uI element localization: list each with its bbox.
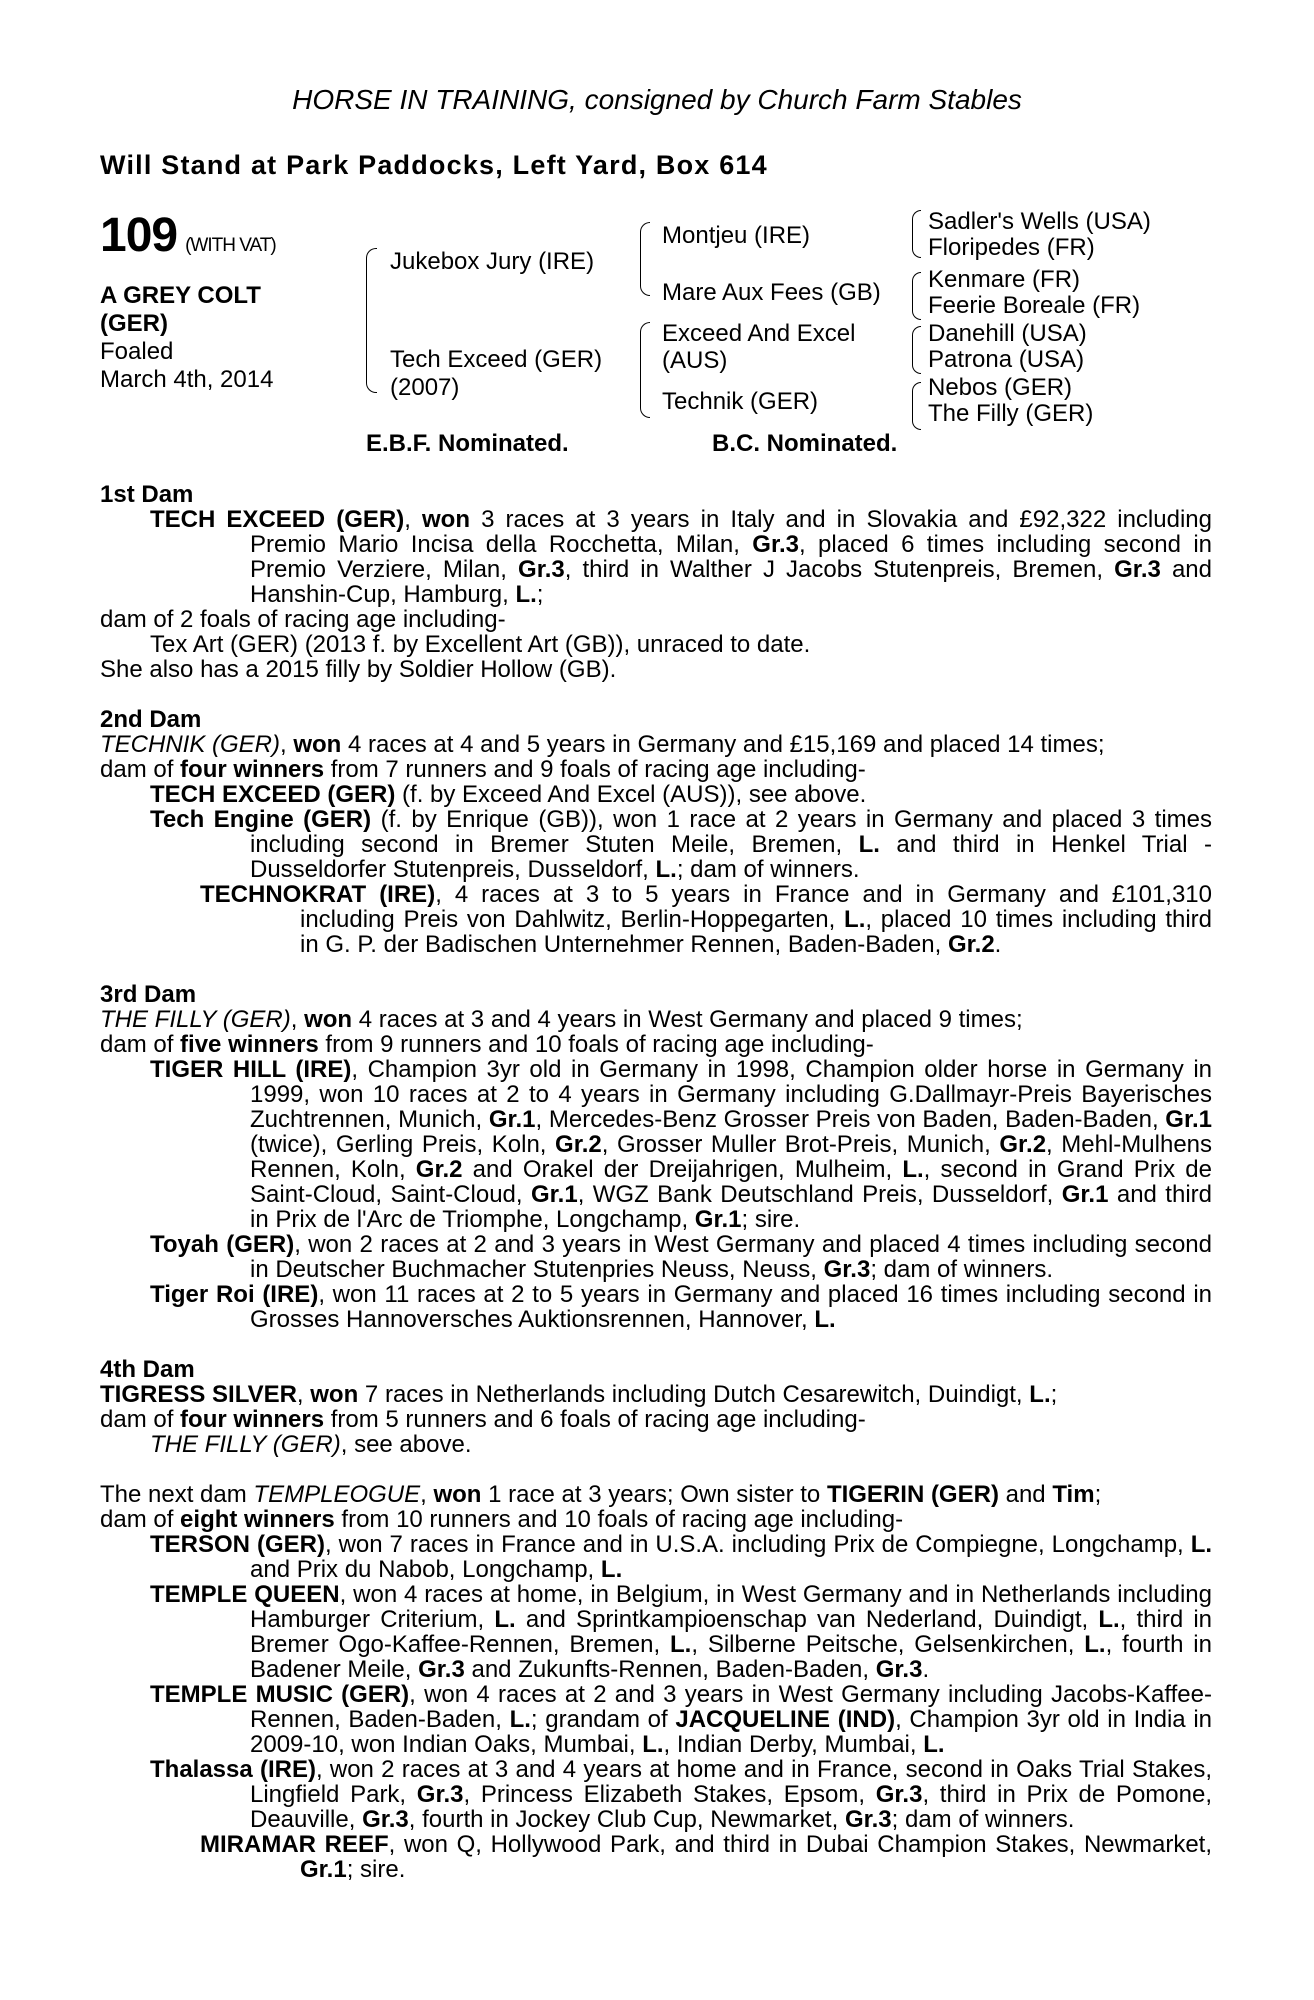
pedigree-dss: Danehill (USA)	[928, 320, 1087, 347]
g3-brace-2	[912, 272, 921, 320]
dam-record: TECHNIK (GER), won 4 races at 4 and 5 years in Germany and £15,169 and placed 14 times;	[100, 731, 1105, 758]
pedigree-sds: Kenmare (FR)	[928, 266, 1081, 293]
pedigree-sss: Sadler's Wells (USA)	[928, 208, 1151, 235]
sire-line-brace	[640, 222, 650, 296]
produce-entry: TEMPLE QUEEN, won 4 races at home, in Belgium, in West Germany and in Netherlands including Hamburger Criterium, L. and Sprintkampioenschap van Nederland, Duindigt, L., third in Bremer Ogo-Kaffee-Rennen, Bremen, L., Silberne Peitsche, Gelsenkirchen, L., fourth in Badener Meile, Gr.3 and Zukunfts-Rennen, Baden-Baden, Gr.3.	[150, 1581, 1213, 1683]
lot-number-line	[100, 208, 340, 274]
vat-note: (WITH VAT)	[185, 235, 276, 256]
produce-entry: Tiger Roi (IRE), won 11 races at 2 to 5 years in Germany and placed 16 times including second in Grosses Hannoversches Auktionsrennen, Hannover, L.	[150, 1281, 1213, 1333]
produce-entry: Tex Art (GER) (2013 f. by Excellent Art (GB)), unraced to date.	[150, 631, 811, 658]
sire-dam-brace	[366, 248, 377, 393]
pedigree-ssd: Floripedes (FR)	[928, 234, 1095, 261]
ebf-nominated: E.B.F. Nominated.	[366, 430, 569, 457]
produce-entry: TECH EXCEED (GER) (f. by Exceed And Excel (AUS)), see above.	[150, 781, 867, 808]
catalogue-body	[100, 482, 1212, 1882]
pedigree-sire-dam: Mare Aux Fees (GB)	[662, 279, 881, 306]
g3-brace-1	[912, 210, 921, 258]
foaled-date: March 4th, 2014	[100, 366, 274, 393]
dam-line-brace	[640, 322, 650, 418]
first-dam-section	[100, 482, 1212, 682]
dam-record: THE FILLY (GER), won 4 races at 3 and 4 years in West Germany and placed 9 times;	[100, 1006, 1023, 1033]
second-dam-section	[100, 707, 1212, 957]
pedigree-sire-sire: Montjeu (IRE)	[662, 222, 811, 249]
pedigree-dsd: Patrona (USA)	[928, 346, 1085, 373]
produce-entry: TECHNOKRAT (IRE), 4 races at 3 to 5 years in France and in Germany and £101,310 including Preis von Dahlwitz, Berlin-Hoppegarten, L., placed 10 times including third in G. P. der Badischen Unternehmer Rennen, Baden-Baden, Gr.2.	[200, 881, 1213, 958]
produce-note: She also has a 2015 filly by Soldier Hollow (GB).	[100, 656, 617, 683]
dam-record: The next dam TEMPLEOGUE, won 1 race at 3 years; Own sister to TIGERIN (GER) and Tim;	[100, 1481, 1102, 1508]
pedigree-ddd: The Filly (GER)	[928, 400, 1094, 427]
produce-entry: MIRAMAR REEF, won Q, Hollywood Park, and third in Dubai Champion Stakes, Newmarket, Gr.1; sire.	[200, 1831, 1213, 1883]
dam-produce-intro: dam of four winners from 5 runners and 6 foals of racing age including-	[100, 1406, 866, 1433]
lot-description: A GREY COLT	[100, 282, 261, 309]
bc-nominated: B.C. Nominated.	[712, 430, 898, 457]
produce-entry: Tech Engine (GER) (f. by Enrique (GB)), won 1 race at 2 years in Germany and placed 3 times including second in Bremer Stuten Meile, Bremen, L. and third in Henkel Trial - Dusseldorfer Stutenpreis, Dusseldorf, L.; dam of winners.	[150, 806, 1212, 883]
produce-entry: TERSON (GER), won 7 races in France and in U.S.A. including Prix de Compiegne, Longchamp, L. and Prix du Nabob, Longchamp, L.	[150, 1531, 1213, 1583]
pedigree-dds: Nebos (GER)	[928, 374, 1073, 401]
pedigree-dam-year: (2007)	[390, 374, 460, 401]
pedigree-dam-sire: Exceed And Excel	[662, 320, 856, 347]
dam-produce-intro: dam of eight winners from 10 runners and 10 foals of racing age including-	[100, 1506, 904, 1533]
fourth-dam-section	[100, 1357, 1212, 1457]
foaled-label: Foaled	[100, 338, 174, 365]
dam-produce-intro: dam of 2 foals of racing age including-	[100, 606, 506, 633]
produce-entry: TIGER HILL (IRE), Champion 3yr old in Germany in 1998, Champion older horse in Germany in 1999, won 10 races at 2 to 4 years in Germany including G.Dallmayr-Preis Bayerisches Zuchtrennen, Munich, Gr.1, Mercedes-Benz Grosser Preis von Baden, Baden-Baden, Gr.1 (twice), Gerling Preis, Koln, Gr.2, Grosser Muller Brot-Preis, Munich, Gr.2, Mehl-Mulhens Rennen, Koln, Gr.2 and Orakel der Dreijahrigen, Mulheim, L., second in Grand Prix de Saint-Cloud, Saint-Cloud, Gr.1, WGZ Bank Deutschland Preis, Dusseldorf, Gr.1 and third in Prix de l'Arc de Triomphe, Longchamp, Gr.1; sire.	[150, 1056, 1213, 1233]
dam-produce-intro: dam of four winners from 7 runners and 9 foals of racing age including-	[100, 756, 866, 783]
third-dam-section	[100, 982, 1212, 1332]
next-dam-section	[100, 1482, 1212, 1882]
produce-entry: TEMPLE MUSIC (GER), won 4 races at 2 and 3 years in West Germany including Jacobs-Kaffee-Rennen, Baden-Baden, L.; grandam of JACQUELINE (IND), Champion 3yr old in India in 2009-10, won Indian Oaks, Mumbai, L., Indian Derby, Mumbai, L.	[150, 1681, 1213, 1758]
dam-record: TIGRESS SILVER, won 7 races in Netherlands including Dutch Cesarewitch, Duindigt, L.;	[100, 1381, 1058, 1408]
pedigree-dam-sire-country: (AUS)	[662, 347, 728, 374]
produce-entry: Toyah (GER), won 2 races at 2 and 3 years in West Germany and placed 4 times including second in Deutscher Buchmacher Stutenpries Neuss, Neuss, Gr.3; dam of winners.	[150, 1231, 1213, 1283]
stand-location: Will Stand at Park Paddocks, Left Yard, Box 614	[100, 150, 768, 180]
g3-brace-3	[912, 326, 921, 374]
lot-description-country: (GER)	[100, 310, 168, 337]
section-title: 1st Dam	[100, 481, 194, 508]
produce-entry: THE FILLY (GER), see above.	[150, 1431, 472, 1458]
dam-produce-intro: dam of five winners from 9 runners and 10 foals of racing age including-	[100, 1031, 874, 1058]
g3-brace-4	[912, 382, 921, 430]
dam-record: TECH EXCEED (GER), won 3 races at 3 years in Italy and in Slovakia and £92,322 including Premio Mario Incisa della Rocchetta, Milan, Gr.3, placed 6 times including second in Premio Verziere, Milan, Gr.3, third in Walther J Jacobs Stutenpreis, Bremen, Gr.3 and Hanshin-Cup, Hamburg, L.;	[150, 506, 1213, 608]
pedigree-dam-dam: Technik (GER)	[662, 388, 819, 415]
pedigree-sire: Jukebox Jury (IRE)	[390, 248, 595, 275]
section-title: 3rd Dam	[100, 981, 197, 1008]
lot-number: 109	[100, 209, 178, 262]
page-header: HORSE IN TRAINING, consigned by Church Farm Stables	[292, 84, 1022, 115]
pedigree-sdd: Feerie Boreale (FR)	[928, 292, 1141, 319]
pedigree-dam: Tech Exceed (GER)	[390, 346, 603, 373]
lot-block	[100, 208, 340, 394]
produce-entry: Thalassa (IRE), won 2 races at 3 and 4 years at home and in France, second in Oaks Trial Stakes, Lingfield Park, Gr.3, Princess Elizabeth Stakes, Epsom, Gr.3, third in Prix de Pomone, Deauville, Gr.3, fourth in Jockey Club Cup, Newmarket, Gr.3; dam of winners.	[150, 1756, 1213, 1833]
section-title: 2nd Dam	[100, 706, 202, 733]
section-title: 4th Dam	[100, 1356, 195, 1383]
